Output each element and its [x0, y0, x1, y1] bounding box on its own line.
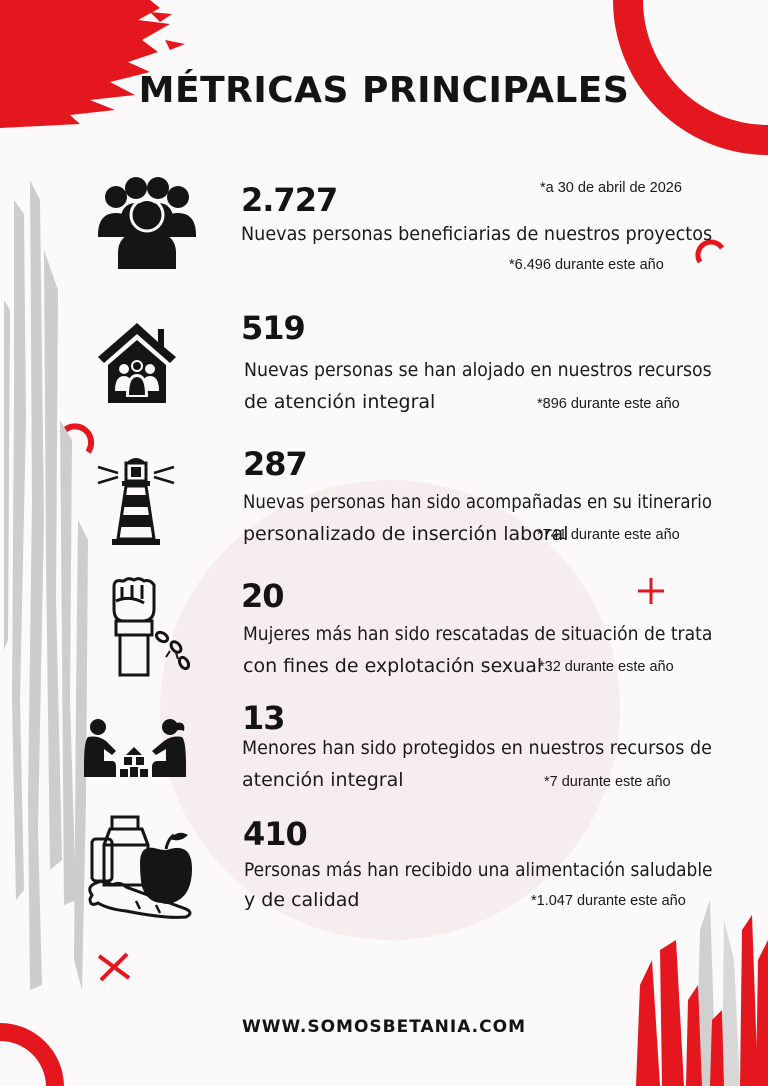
metric-description-line1: Menores han sido protegidos en nuestros recursos de: [242, 737, 712, 759]
metric-number: 2.727: [241, 181, 338, 219]
metric-minors-protected: [0, 697, 768, 797]
brush-bottom-right: [636, 900, 768, 1086]
red-x-mark: [99, 954, 129, 980]
metric-number: 410: [243, 815, 307, 853]
food-milk-apple-icon: [86, 815, 196, 923]
page-title: MÉTRICAS PRINCIPALES: [138, 70, 630, 111]
metric-description-line1: Nuevas personas se han alojado en nuestros recursos: [244, 359, 712, 381]
lighthouse-icon: [96, 457, 176, 547]
metric-sheltered: [0, 305, 768, 415]
metric-description-line1: Nuevas personas beneficiarias de nuestros proyectos: [241, 223, 713, 245]
children-playing-icon: [82, 717, 188, 779]
metric-healthy-food: [0, 813, 768, 923]
metric-description-line2: con fines de explotación sexual: [243, 655, 543, 677]
metric-year-note: *7 durante este año: [544, 774, 671, 790]
metric-job-insertion: [0, 443, 768, 553]
metric-number: 287: [243, 445, 307, 483]
metric-description-line2: de atención integral: [244, 391, 436, 413]
house-family-icon: [96, 321, 178, 405]
metric-year-note: *1.047 durante este año: [531, 893, 686, 909]
metric-number: 13: [242, 699, 285, 737]
metric-description-line1: Nuevas personas han sido acompañadas en su itinerario: [243, 491, 712, 513]
metric-year-note: *896 durante este año: [537, 396, 680, 412]
metric-description-line2: personalizado de inserción laboral: [243, 523, 569, 545]
metric-description-line2: atención integral: [242, 769, 404, 791]
metric-number: 20: [241, 577, 284, 615]
metric-description-line1: Personas más han recibido una alimentación saludable: [244, 859, 713, 881]
metric-description-line1: Mujeres más han sido rescatadas de situación de trata: [243, 623, 713, 645]
metric-year-note: *32 durante este año: [539, 659, 674, 675]
website-link[interactable]: WWW.SOMOSBETANIA.COM: [242, 1017, 526, 1037]
metric-new-beneficiaries: [0, 175, 768, 275]
metric-year-note: *6.496 durante este año: [509, 257, 664, 273]
metric-description-line2: y de calidad: [244, 889, 360, 911]
metric-year-note: *741 durante este año: [537, 527, 680, 543]
group-people-icon: [96, 175, 198, 269]
date-note: *a 30 de abril de 2026: [540, 180, 682, 196]
metric-trafficking-rescued: [0, 575, 768, 685]
metric-number: 519: [241, 309, 305, 347]
red-arc-bottom-left: [0, 1032, 55, 1086]
raised-fist-broken-chain-icon: [104, 577, 196, 677]
